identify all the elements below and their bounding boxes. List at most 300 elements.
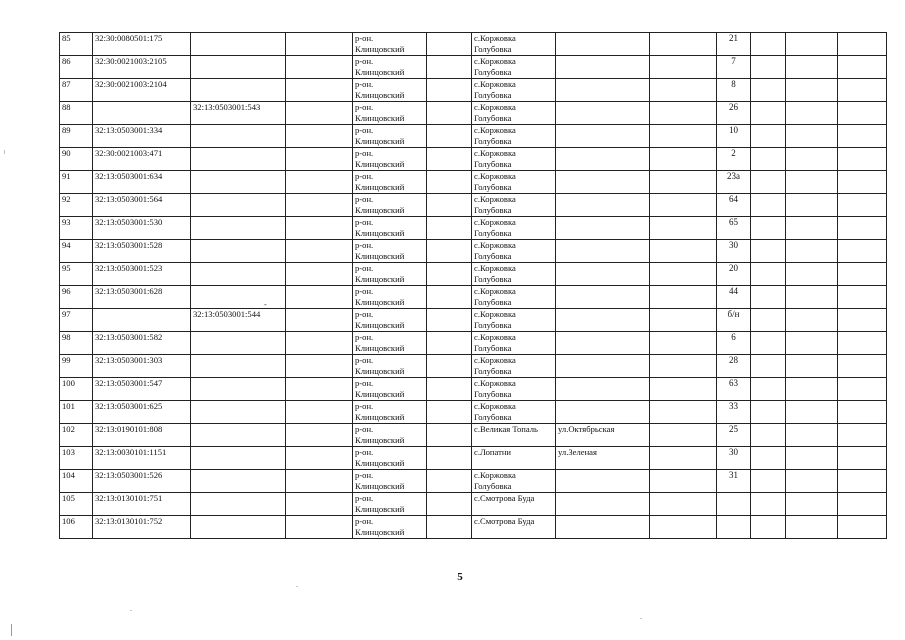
district-line: р-он. bbox=[355, 217, 374, 227]
village-line: с.Смотрова Буда bbox=[474, 516, 535, 526]
empty-cell bbox=[786, 470, 838, 493]
village-cell bbox=[472, 378, 556, 401]
cadastral-number-alt-cell bbox=[191, 217, 286, 240]
cadastral-number-cell: 32:13:0503001:530 bbox=[93, 217, 191, 240]
cadastral-number-cell: 32:13:0503001:582 bbox=[93, 332, 191, 355]
street-cell bbox=[556, 263, 650, 286]
village-cell bbox=[472, 171, 556, 194]
house-number-cell: 31 bbox=[717, 470, 751, 493]
village-line: с.Коржовка bbox=[474, 240, 516, 250]
village-cell bbox=[472, 516, 556, 539]
village-cell bbox=[472, 470, 556, 493]
village-line: Голубовка bbox=[474, 342, 512, 353]
empty-cell bbox=[286, 194, 353, 217]
empty-cell bbox=[427, 470, 472, 493]
cadastral-number-alt-cell bbox=[191, 194, 286, 217]
district-line: Клинцовский bbox=[355, 411, 405, 422]
street-cell: ул.Зеленая bbox=[556, 447, 650, 470]
empty-cell bbox=[751, 355, 786, 378]
empty-cell bbox=[427, 309, 472, 332]
cadastral-number-alt-cell bbox=[191, 332, 286, 355]
house-number-cell: 63 bbox=[717, 378, 751, 401]
district-line: р-он. bbox=[355, 102, 374, 112]
village-line: Голубовка bbox=[474, 388, 512, 399]
table-row bbox=[60, 516, 887, 539]
village-line: с.Коржовка bbox=[474, 102, 516, 112]
row-number-cell: 100 bbox=[60, 378, 93, 401]
empty-cell bbox=[838, 401, 887, 424]
registry-table bbox=[59, 32, 887, 539]
district-line: Клинцовский bbox=[355, 503, 405, 514]
empty-cell bbox=[838, 447, 887, 470]
village-line: Голубовка bbox=[474, 135, 512, 146]
district-line: р-он. bbox=[355, 125, 374, 135]
cadastral-number-alt-cell bbox=[191, 286, 286, 309]
empty-cell bbox=[286, 33, 353, 56]
empty-cell bbox=[786, 171, 838, 194]
empty-cell bbox=[838, 56, 887, 79]
street-cell bbox=[556, 401, 650, 424]
empty-cell bbox=[786, 240, 838, 263]
empty-cell bbox=[786, 217, 838, 240]
table-row bbox=[60, 355, 887, 378]
scan-speck bbox=[640, 618, 642, 619]
empty-cell bbox=[838, 286, 887, 309]
district-cell bbox=[353, 217, 427, 240]
empty-cell bbox=[650, 263, 717, 286]
house-number-cell: 26 bbox=[717, 102, 751, 125]
empty-cell bbox=[286, 217, 353, 240]
village-line: Голубовка bbox=[474, 411, 512, 422]
street-cell bbox=[556, 125, 650, 148]
empty-cell bbox=[427, 263, 472, 286]
row-number-cell: 98 bbox=[60, 332, 93, 355]
street-cell bbox=[556, 33, 650, 56]
table-row bbox=[60, 148, 887, 171]
district-line: р-он. bbox=[355, 148, 374, 158]
street-cell bbox=[556, 102, 650, 125]
empty-cell bbox=[786, 332, 838, 355]
street-cell bbox=[556, 56, 650, 79]
empty-cell bbox=[786, 194, 838, 217]
row-number-cell: 89 bbox=[60, 125, 93, 148]
empty-cell bbox=[751, 447, 786, 470]
empty-cell bbox=[838, 470, 887, 493]
house-number-cell: 44 bbox=[717, 286, 751, 309]
cadastral-number-cell: 32:13:0503001:334 bbox=[93, 125, 191, 148]
village-cell bbox=[472, 79, 556, 102]
village-cell bbox=[472, 401, 556, 424]
district-line: р-он. bbox=[355, 194, 374, 204]
village-cell bbox=[472, 33, 556, 56]
row-number-cell: 106 bbox=[60, 516, 93, 539]
empty-cell bbox=[427, 125, 472, 148]
district-line: Клинцовский bbox=[355, 434, 405, 445]
district-line: р-он. bbox=[355, 286, 374, 296]
district-cell bbox=[353, 286, 427, 309]
house-number-cell: 23а bbox=[717, 171, 751, 194]
empty-cell bbox=[838, 332, 887, 355]
district-line: Клинцовский bbox=[355, 43, 405, 54]
village-cell bbox=[472, 217, 556, 240]
empty-cell bbox=[427, 148, 472, 171]
village-line: с.Коржовка bbox=[474, 33, 516, 43]
village-cell bbox=[472, 194, 556, 217]
empty-cell bbox=[751, 56, 786, 79]
district-line: Клинцовский bbox=[355, 480, 405, 491]
cadastral-number-cell: 32:13:0030101:1151 bbox=[93, 447, 191, 470]
cadastral-number-alt-cell: 32:13:0503001:543 bbox=[191, 102, 286, 125]
district-line: р-он. bbox=[355, 309, 374, 319]
table-row bbox=[60, 217, 887, 240]
house-number-cell: 8 bbox=[717, 79, 751, 102]
table-body bbox=[60, 33, 887, 539]
cadastral-number-cell: 32:30:0080501:175 bbox=[93, 33, 191, 56]
village-line: Голубовка bbox=[474, 204, 512, 215]
village-line: с.Коржовка bbox=[474, 332, 516, 342]
street-cell bbox=[556, 217, 650, 240]
empty-cell bbox=[786, 401, 838, 424]
empty-cell bbox=[427, 217, 472, 240]
village-line: с.Коржовка bbox=[474, 378, 516, 388]
empty-cell bbox=[838, 378, 887, 401]
village-line: Голубовка bbox=[474, 43, 512, 54]
district-line: р-он. bbox=[355, 171, 374, 181]
table-row bbox=[60, 171, 887, 194]
district-line: р-он. bbox=[355, 263, 374, 273]
empty-cell bbox=[650, 102, 717, 125]
district-line: р-он. bbox=[355, 355, 374, 365]
empty-cell bbox=[786, 286, 838, 309]
district-line: р-он. bbox=[355, 447, 374, 457]
empty-cell bbox=[286, 102, 353, 125]
empty-cell bbox=[286, 148, 353, 171]
margin-mark bbox=[4, 150, 5, 154]
empty-cell bbox=[286, 56, 353, 79]
empty-cell bbox=[650, 470, 717, 493]
empty-cell bbox=[751, 194, 786, 217]
village-cell bbox=[472, 125, 556, 148]
empty-cell bbox=[751, 125, 786, 148]
cadastral-number-cell: 32:13:0503001:564 bbox=[93, 194, 191, 217]
village-cell bbox=[472, 56, 556, 79]
page-number: 5 bbox=[457, 571, 463, 583]
table-row bbox=[60, 493, 887, 516]
table-row bbox=[60, 470, 887, 493]
row-number-cell: 86 bbox=[60, 56, 93, 79]
house-number-cell: 25 bbox=[717, 424, 751, 447]
table-row bbox=[60, 79, 887, 102]
empty-cell bbox=[751, 33, 786, 56]
empty-cell bbox=[751, 424, 786, 447]
row-number-cell: 96 bbox=[60, 286, 93, 309]
empty-cell bbox=[786, 148, 838, 171]
cadastral-number-cell bbox=[93, 309, 191, 332]
street-cell bbox=[556, 470, 650, 493]
empty-cell bbox=[650, 516, 717, 539]
district-line: Клинцовский bbox=[355, 135, 405, 146]
street-cell bbox=[556, 286, 650, 309]
district-line: Клинцовский bbox=[355, 66, 405, 77]
empty-cell bbox=[427, 102, 472, 125]
village-line: Голубовка bbox=[474, 250, 512, 261]
scan-speck bbox=[296, 586, 298, 587]
empty-cell bbox=[786, 516, 838, 539]
empty-cell bbox=[838, 194, 887, 217]
district-line: Клинцовский bbox=[355, 273, 405, 284]
empty-cell bbox=[427, 33, 472, 56]
village-line: с.Коржовка bbox=[474, 217, 516, 227]
empty-cell bbox=[786, 309, 838, 332]
empty-cell bbox=[838, 309, 887, 332]
empty-cell bbox=[650, 332, 717, 355]
district-line: р-он. bbox=[355, 332, 374, 342]
empty-cell bbox=[786, 56, 838, 79]
village-line: с.Коржовка bbox=[474, 263, 516, 273]
street-cell bbox=[556, 332, 650, 355]
cadastral-number-cell: 32:13:0503001:547 bbox=[93, 378, 191, 401]
district-cell bbox=[353, 148, 427, 171]
village-line: с.Коржовка bbox=[474, 286, 516, 296]
village-cell bbox=[472, 332, 556, 355]
scan-speck bbox=[130, 610, 132, 611]
cadastral-number-alt-cell bbox=[191, 148, 286, 171]
empty-cell bbox=[786, 378, 838, 401]
village-line: Голубовка bbox=[474, 273, 512, 284]
district-line: Клинцовский bbox=[355, 89, 405, 100]
empty-cell bbox=[650, 217, 717, 240]
village-line: Голубовка bbox=[474, 66, 512, 77]
district-line: р-он. bbox=[355, 79, 374, 89]
village-line: с.Коржовка bbox=[474, 194, 516, 204]
village-line: Голубовка bbox=[474, 227, 512, 238]
district-line: р-он. bbox=[355, 401, 374, 411]
street-cell bbox=[556, 493, 650, 516]
village-cell bbox=[472, 102, 556, 125]
empty-cell bbox=[751, 332, 786, 355]
district-line: Клинцовский bbox=[355, 181, 405, 192]
row-number-cell: 104 bbox=[60, 470, 93, 493]
district-line: р-он. bbox=[355, 56, 374, 66]
cadastral-number-alt-cell bbox=[191, 33, 286, 56]
district-cell bbox=[353, 332, 427, 355]
empty-cell bbox=[427, 332, 472, 355]
district-line: р-он. bbox=[355, 378, 374, 388]
empty-cell bbox=[427, 194, 472, 217]
street-cell bbox=[556, 171, 650, 194]
row-number-cell: 103 bbox=[60, 447, 93, 470]
empty-cell bbox=[650, 33, 717, 56]
empty-cell bbox=[838, 217, 887, 240]
district-line: Клинцовский bbox=[355, 388, 405, 399]
district-line: р-он. bbox=[355, 424, 374, 434]
house-number-cell: 33 bbox=[717, 401, 751, 424]
empty-cell bbox=[751, 493, 786, 516]
cadastral-number-alt-cell bbox=[191, 493, 286, 516]
village-cell bbox=[472, 263, 556, 286]
cadastral-number-alt-cell bbox=[191, 56, 286, 79]
cadastral-number-cell: 32:13:0503001:523 bbox=[93, 263, 191, 286]
empty-cell bbox=[751, 378, 786, 401]
empty-cell bbox=[286, 240, 353, 263]
empty-cell bbox=[751, 263, 786, 286]
table-row bbox=[60, 102, 887, 125]
empty-cell bbox=[650, 286, 717, 309]
empty-cell bbox=[650, 79, 717, 102]
house-number-cell: 6 bbox=[717, 332, 751, 355]
empty-cell bbox=[650, 424, 717, 447]
table-row bbox=[60, 447, 887, 470]
village-line: с.Лопатни bbox=[474, 447, 512, 457]
table-row bbox=[60, 240, 887, 263]
village-line: Голубовка bbox=[474, 112, 512, 123]
village-line: Голубовка bbox=[474, 158, 512, 169]
cadastral-number-cell: 32:13:0130101:752 bbox=[93, 516, 191, 539]
cadastral-number-cell: 32:13:0503001:303 bbox=[93, 355, 191, 378]
empty-cell bbox=[838, 33, 887, 56]
street-cell bbox=[556, 194, 650, 217]
empty-cell bbox=[427, 447, 472, 470]
empty-cell bbox=[286, 263, 353, 286]
empty-cell bbox=[286, 378, 353, 401]
cadastral-number-alt-cell bbox=[191, 240, 286, 263]
cadastral-number-alt-cell bbox=[191, 401, 286, 424]
cadastral-number-alt-cell bbox=[191, 424, 286, 447]
district-line: Клинцовский bbox=[355, 112, 405, 123]
empty-cell bbox=[838, 171, 887, 194]
village-cell bbox=[472, 493, 556, 516]
village-line: с.Коржовка bbox=[474, 355, 516, 365]
cadastral-number-alt-cell bbox=[191, 171, 286, 194]
district-cell bbox=[353, 516, 427, 539]
cadastral-number-alt-cell bbox=[191, 447, 286, 470]
empty-cell bbox=[286, 79, 353, 102]
house-number-cell bbox=[717, 516, 751, 539]
street-cell bbox=[556, 148, 650, 171]
empty-cell bbox=[786, 125, 838, 148]
house-number-cell: 30 bbox=[717, 240, 751, 263]
village-line: Голубовка bbox=[474, 89, 512, 100]
district-line: р-он. bbox=[355, 33, 374, 43]
district-line: Клинцовский bbox=[355, 296, 405, 307]
village-line: с.Коржовка bbox=[474, 470, 516, 480]
empty-cell bbox=[427, 493, 472, 516]
empty-cell bbox=[650, 378, 717, 401]
village-line: с.Смотрова Буда bbox=[474, 493, 535, 503]
table-row bbox=[60, 309, 887, 332]
street-cell bbox=[556, 240, 650, 263]
village-cell bbox=[472, 309, 556, 332]
empty-cell bbox=[786, 424, 838, 447]
table-row bbox=[60, 263, 887, 286]
district-line: Клинцовский bbox=[355, 250, 405, 261]
house-number-cell: 30 bbox=[717, 447, 751, 470]
village-cell bbox=[472, 148, 556, 171]
district-cell bbox=[353, 355, 427, 378]
empty-cell bbox=[751, 286, 786, 309]
empty-cell bbox=[286, 171, 353, 194]
house-number-cell bbox=[717, 493, 751, 516]
district-cell bbox=[353, 309, 427, 332]
empty-cell bbox=[751, 309, 786, 332]
empty-cell bbox=[427, 286, 472, 309]
house-number-cell: 10 bbox=[717, 125, 751, 148]
empty-cell bbox=[286, 332, 353, 355]
empty-cell bbox=[286, 447, 353, 470]
street-cell bbox=[556, 79, 650, 102]
row-number-cell: 93 bbox=[60, 217, 93, 240]
cadastral-number-cell: 32:13:0503001:634 bbox=[93, 171, 191, 194]
empty-cell bbox=[838, 516, 887, 539]
empty-cell bbox=[751, 217, 786, 240]
table-row bbox=[60, 33, 887, 56]
village-line: с.Коржовка bbox=[474, 171, 516, 181]
empty-cell bbox=[751, 148, 786, 171]
district-cell bbox=[353, 401, 427, 424]
house-number-cell: 2 bbox=[717, 148, 751, 171]
empty-cell bbox=[650, 447, 717, 470]
cadastral-number-cell: 32:13:0503001:625 bbox=[93, 401, 191, 424]
cadastral-number-alt-cell bbox=[191, 378, 286, 401]
village-line: с.Великая Топаль bbox=[474, 424, 538, 434]
village-line: Голубовка bbox=[474, 296, 512, 307]
empty-cell bbox=[786, 79, 838, 102]
empty-cell bbox=[751, 401, 786, 424]
cadastral-number-alt-cell bbox=[191, 263, 286, 286]
house-number-cell: 20 bbox=[717, 263, 751, 286]
row-number-cell: 101 bbox=[60, 401, 93, 424]
district-line: Клинцовский bbox=[355, 526, 405, 537]
table-row bbox=[60, 286, 887, 309]
district-line: Клинцовский bbox=[355, 204, 405, 215]
empty-cell bbox=[427, 171, 472, 194]
district-line: Клинцовский bbox=[355, 342, 405, 353]
district-line: р-он. bbox=[355, 493, 374, 503]
village-line: Голубовка bbox=[474, 181, 512, 192]
cadastral-number-cell: 32:13:0130101:751 bbox=[93, 493, 191, 516]
empty-cell bbox=[286, 516, 353, 539]
village-line: с.Коржовка bbox=[474, 148, 516, 158]
empty-cell bbox=[838, 240, 887, 263]
district-line: р-он. bbox=[355, 470, 374, 480]
district-cell bbox=[353, 56, 427, 79]
empty-cell bbox=[427, 378, 472, 401]
row-number-cell: 92 bbox=[60, 194, 93, 217]
empty-cell bbox=[650, 125, 717, 148]
empty-cell bbox=[427, 355, 472, 378]
row-number-cell: 91 bbox=[60, 171, 93, 194]
cadastral-number-alt-cell bbox=[191, 79, 286, 102]
empty-cell bbox=[786, 263, 838, 286]
cadastral-number-alt-cell: 32:13:0503001:544 bbox=[191, 309, 286, 332]
empty-cell bbox=[838, 263, 887, 286]
village-cell bbox=[472, 286, 556, 309]
house-number-cell: 7 bbox=[717, 56, 751, 79]
empty-cell bbox=[286, 493, 353, 516]
row-number-cell: 88 bbox=[60, 102, 93, 125]
empty-cell bbox=[650, 194, 717, 217]
table-row bbox=[60, 424, 887, 447]
district-cell bbox=[353, 493, 427, 516]
empty-cell bbox=[650, 309, 717, 332]
village-cell bbox=[472, 447, 556, 470]
empty-cell bbox=[286, 309, 353, 332]
empty-cell bbox=[838, 355, 887, 378]
empty-cell bbox=[838, 148, 887, 171]
empty-cell bbox=[786, 355, 838, 378]
empty-cell bbox=[650, 355, 717, 378]
empty-cell bbox=[650, 493, 717, 516]
